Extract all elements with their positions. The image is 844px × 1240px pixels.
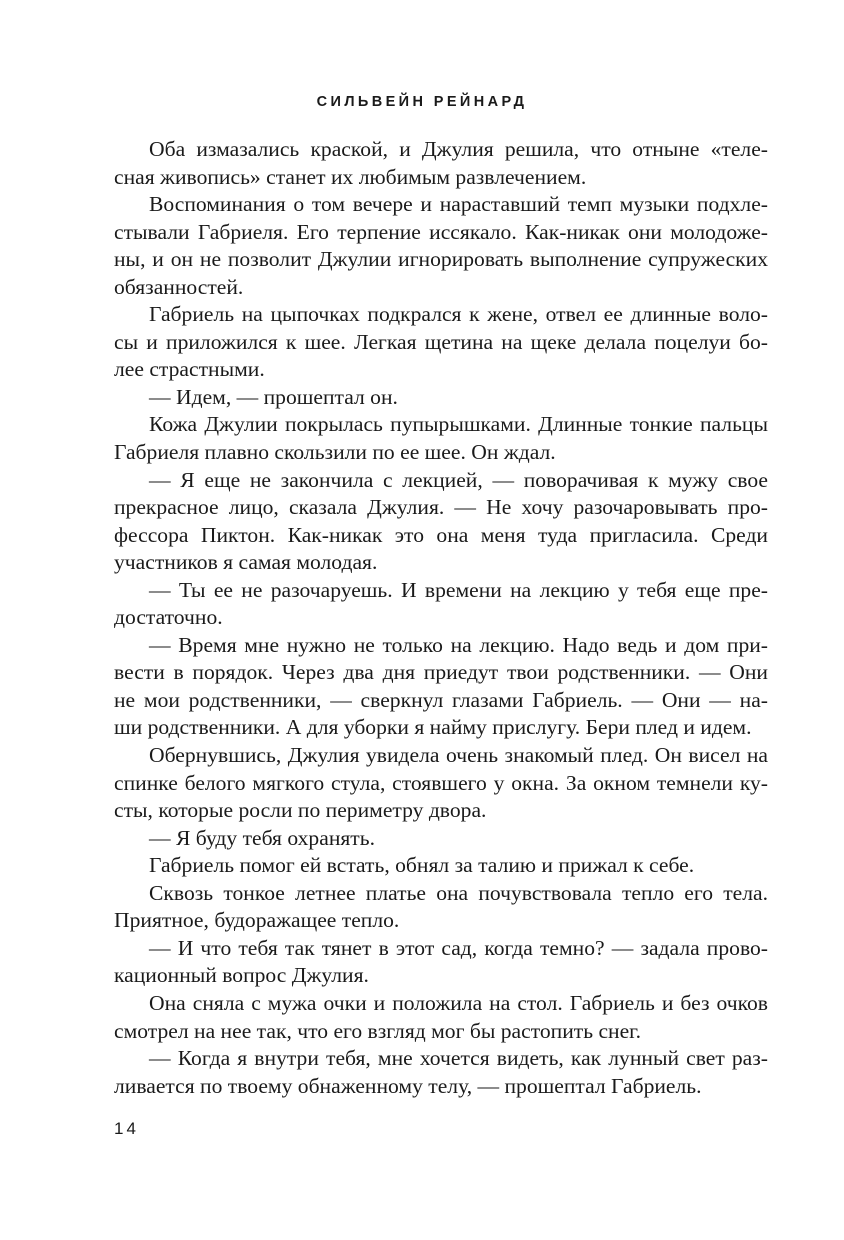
- running-head: СИЛЬВЕЙН РЕЙНАРД: [316, 94, 528, 110]
- text-line: Обернувшись, Джулия увидела очень знакомый плед. Он висел на: [149, 743, 768, 768]
- text-line: фессора Пиктон. Как-никак это она меня туда пригласила. Среди: [114, 522, 768, 547]
- text-line: лее страстными.: [114, 357, 265, 382]
- text-line: Габриель помог ей встать, обнял за талию и прижал к себе.: [149, 853, 695, 878]
- text-line: — Я еще не закончила с лекцией, — поворачивая к мужу свое: [149, 467, 768, 492]
- text-line: Она сняла с мужа очки и положила на стол. Габриель и без очков: [149, 990, 768, 1015]
- text-line: Воспоминания о том вечере и нараставший темп музыки подхле-: [149, 192, 768, 217]
- text-line: смотрел на нее так, что его взгляд мог бы растопить снег.: [114, 1018, 642, 1043]
- page-number: 14: [114, 1119, 139, 1138]
- text-line: достаточно.: [114, 605, 223, 630]
- text-line: — Ты ее не разочаруешь. И времени на лекцию у тебя еще пре-: [149, 577, 768, 602]
- text-line: ливается по твоему обнаженному телу, — прошептал Габриель.: [114, 1073, 702, 1098]
- text-line: ши родственники. А для уборки я найму прислугу. Бери плед и идем.: [114, 715, 752, 740]
- text-line: — Я буду тебя охранять.: [149, 825, 375, 850]
- text-line: — Идем, — прошептал он.: [149, 384, 398, 409]
- text-line: — И что тебя так тянет в этот сад, когда темно? — задала прово-: [149, 935, 768, 960]
- text-line: Сквозь тонкое летнее платье она почувствовала тепло его тела.: [149, 880, 768, 905]
- text-line: участников я самая молодая.: [114, 550, 378, 575]
- text-line: Оба измазались краской, и Джулия решила, что отныне «теле-: [149, 137, 768, 161]
- text-line: сы и приложился к шее. Легкая щетина на щеке делала поцелуи бо-: [114, 329, 768, 354]
- text-line: кационный вопрос Джулия.: [114, 963, 369, 988]
- text-line: Кожа Джулии покрылась пупырышками. Длинные тонкие пальцы: [149, 412, 768, 437]
- text-line: сная живопись» станет их любимым развлечением.: [114, 164, 587, 189]
- text-line: стывали Габриеля. Его терпение иссякало. Как-никак они молодоже-: [114, 219, 768, 244]
- text-line: Габриель на цыпочках подкрался к жене, отвел ее длинные воло-: [149, 302, 768, 327]
- text-line: сты, которые росли по периметру двора.: [114, 798, 487, 823]
- text-line: Габриеля плавно скользили по ее шее. Он ждал.: [114, 440, 556, 465]
- text-line: ны, и он не позволит Джулии игнорировать выполнение супружеских: [114, 247, 768, 272]
- body-text: [114, 136, 768, 1100]
- text-line: — Когда я внутри тебя, мне хочется видеть, как лунный свет раз-: [149, 1046, 768, 1071]
- text-line: вести в порядок. Через два дня приедут твои родственники. — Они: [114, 660, 768, 685]
- text-line: обязанностей.: [114, 274, 244, 299]
- text-line: Приятное, будоражащее тепло.: [114, 908, 400, 933]
- text-line: — Время мне нужно не только на лекцию. Надо ведь и дом при-: [149, 632, 768, 657]
- text-line: спинке белого мягкого стула, стоявшего у окна. За окном темнели ку-: [114, 770, 768, 795]
- text-line: не мои родственники, — сверкнул глазами Габриель. — Они — на-: [114, 687, 768, 712]
- text-line: прекрасное лицо, сказала Джулия. — Не хочу разочаровывать про-: [114, 495, 768, 520]
